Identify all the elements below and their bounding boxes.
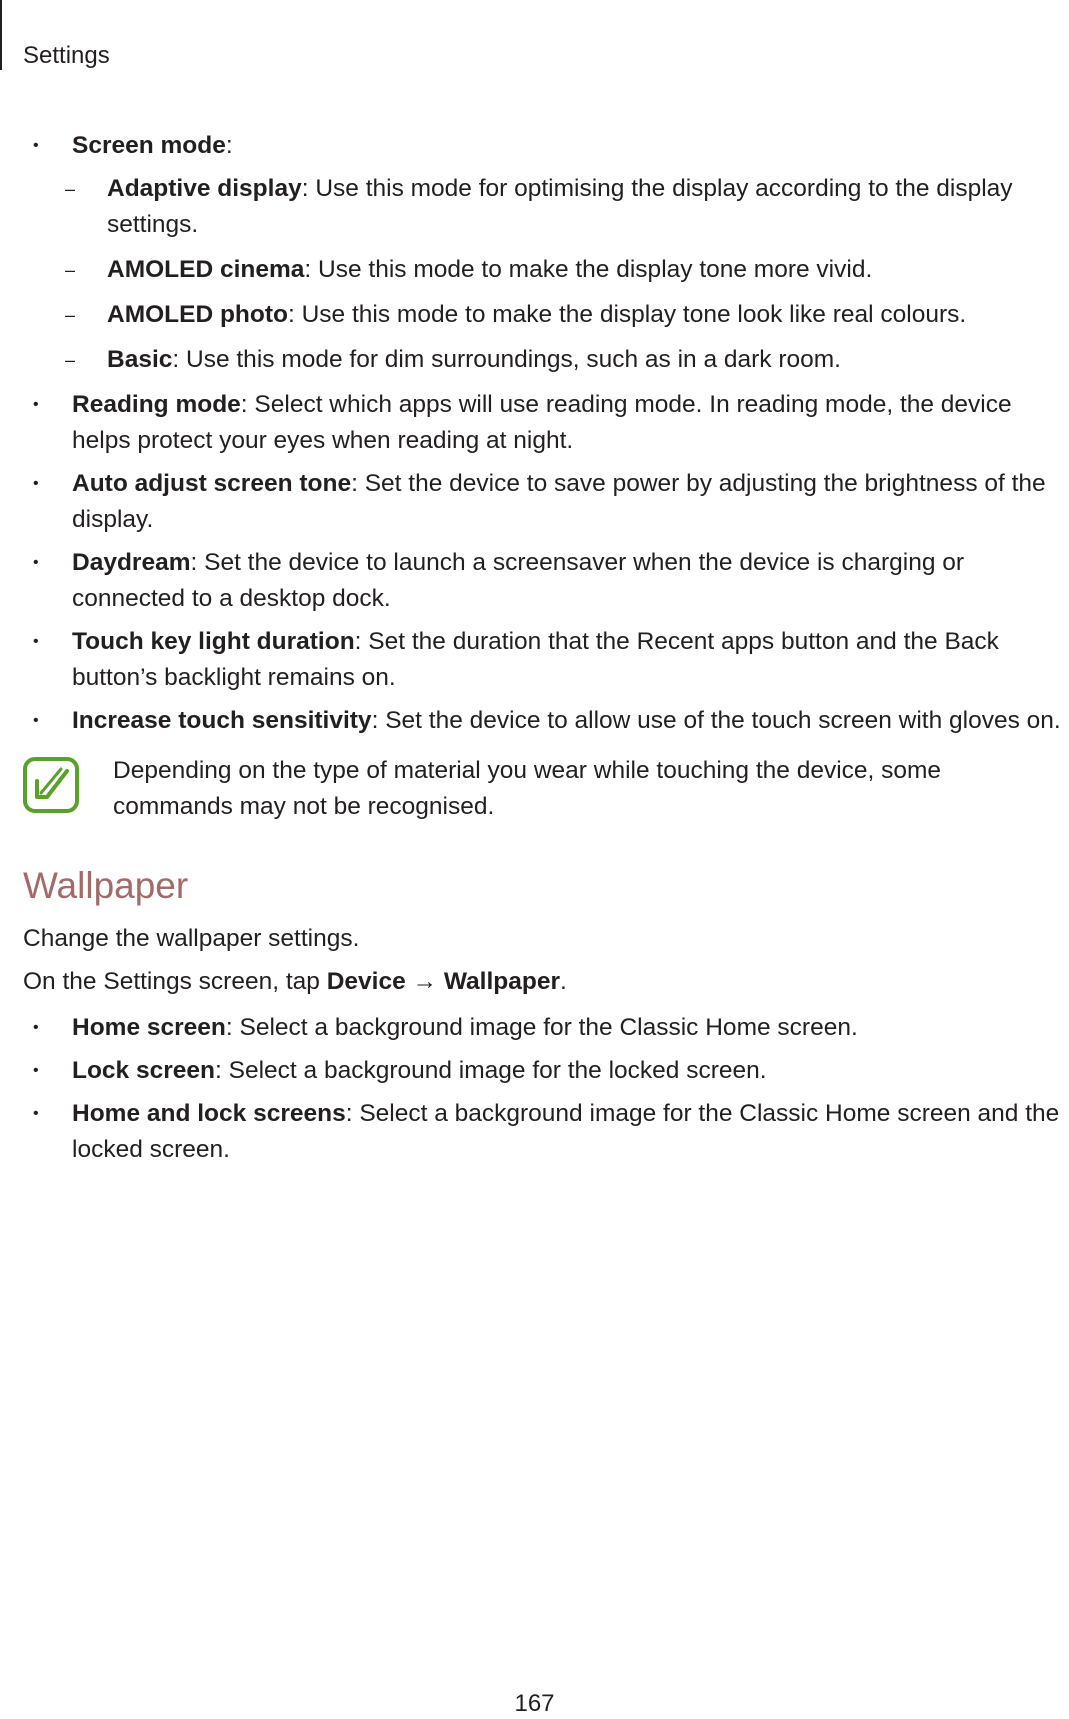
item-term: Home and lock screens (72, 1100, 346, 1127)
item-text: : Use this mode to make the display tone more vivid. (304, 256, 873, 283)
item-term: Reading mode (72, 391, 241, 418)
list-item-touch-key-light-duration (23, 624, 1063, 696)
item-term: Basic (107, 346, 173, 373)
list-item-reading-mode (23, 387, 1063, 459)
list-item-home-screen (23, 1010, 1063, 1046)
list-item-lock-screen (23, 1053, 1063, 1089)
section-intro: Change the wallpaper settings. (23, 925, 360, 952)
list-item-screen-mode (23, 128, 1063, 164)
header-title: Settings (23, 42, 110, 69)
item-text: : (225, 132, 233, 159)
path-wallpaper: Wallpaper (443, 968, 561, 995)
note-text: Depending on the type of material you wear while touching the device, some commands may not be recognised. (113, 757, 942, 820)
note-box (23, 753, 993, 825)
item-term: Touch key light duration (72, 628, 355, 655)
item-text: : Set the duration that the Recent apps button and the Back button’s backlight remains on. (72, 628, 999, 691)
item-term: Increase touch sensitivity (72, 707, 372, 734)
item-text: : Use this mode to make the display tone look like real colours. (288, 301, 967, 328)
section-title-wallpaper: Wallpaper (23, 865, 189, 906)
item-text: : Select a background image for the locked screen. (215, 1057, 767, 1084)
list-item-increase-touch-sensitivity (23, 703, 1063, 739)
sub-item-amoled-photo (23, 297, 1063, 333)
item-text: : Select which apps will use reading mode. In reading mode, the device helps protect your eyes when reading at night. (72, 391, 1012, 454)
item-term: Lock screen (72, 1057, 215, 1084)
item-text: : Select a background image for the Classic Home screen and the locked screen. (72, 1100, 1060, 1163)
path-suffix: . (560, 968, 567, 995)
list-item-daydream (23, 545, 1063, 617)
item-text: : Set the device to launch a screensaver when the device is charging or connected to a desktop dock. (72, 549, 965, 612)
page-content (23, 128, 1063, 1175)
path-device: Device (326, 968, 406, 995)
item-term: Adaptive display (107, 175, 302, 202)
note-pencil-icon (23, 757, 79, 813)
list-item-auto-adjust-screen-tone (23, 466, 1063, 538)
sub-item-amoled-cinema (23, 252, 1063, 288)
item-text: : Set the device to allow use of the touch screen with gloves on. (371, 707, 1061, 734)
page-number: 167 (514, 1690, 555, 1717)
navigation-path (23, 964, 1063, 1000)
item-text: : Use this mode for dim surroundings, such as in a dark room. (172, 346, 841, 373)
item-term: Auto adjust screen tone (72, 470, 352, 497)
item-text: : Set the device to save power by adjusting the brightness of the display. (72, 470, 1046, 533)
item-text: : Select a background image for the Classic Home screen. (225, 1014, 858, 1041)
sub-item-basic (23, 342, 1063, 378)
item-term: Screen mode (72, 132, 226, 159)
path-prefix: On the Settings screen, tap (23, 968, 327, 995)
sub-item-adaptive-display (23, 171, 1063, 243)
header-rule (0, 0, 2, 70)
path-arrow: → (405, 968, 444, 995)
item-term: AMOLED cinema (107, 256, 305, 283)
item-term: AMOLED photo (107, 301, 288, 328)
list-item-home-and-lock-screens (23, 1096, 1063, 1168)
item-term: Daydream (72, 549, 191, 576)
item-term: Home screen (72, 1014, 226, 1041)
item-text: : Use this mode for optimising the display according to the display settings. (107, 175, 1013, 238)
